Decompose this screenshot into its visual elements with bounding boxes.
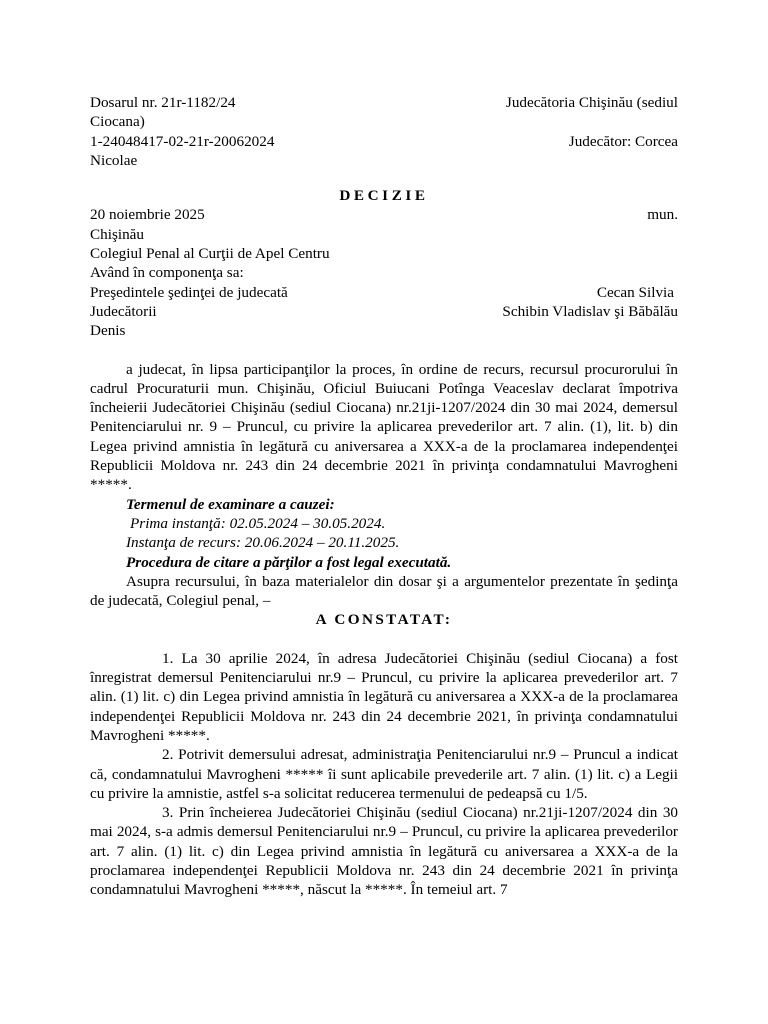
judges-names: Schibin Vladislav şi Băbălău — [502, 302, 678, 320]
document-title: DECIZIE — [339, 187, 429, 205]
numbered-point — [90, 649, 678, 745]
court-name: Judecătoria Chişinău (sediul — [505, 94, 678, 111]
point-text: Potrivit demersului adresat, administraţia Penitenciarului nr.9 – Pruncul a indicat că, condamnatului Mavrogheni ***** îi sunt aplicabile prevederile art. 7 alin. (1) lit. c) a Legii cu privire la amnistie, astfel s-a solicitat reducerea termenului de pedeapsă cu 1/5. — [90, 746, 679, 802]
constatat-heading: A CONSTATAT: — [315, 611, 453, 629]
point-text: Prin încheierea Judecătoriei Chişinău (sediul Ciocana) nr.21ji-1207/2024 din 30 mai 2024, s-a admis demersul Penitenciarului nr.9 – Pruncul, cu privire la aplicarea prevederilor art. 7 alin. (1) lit. c) din Legea privind amnistia în legătură cu aniversarea a XXX-a de la proclamarea independenţei Republicii Moldova nr. 243 din 24 decembrie 2021 în privinţa condamnatului Mavrogheni *****, născut la *****. În temeiul art. 7 — [90, 804, 679, 899]
judge-name: Judecător: Corcea — [568, 132, 678, 150]
point-text: La 30 aprilie 2024, în adresa Judecătoriei Chişinău (sediul Ciocana) a fost înregistrat demersul Penitenciarului nr.9 – Pruncul, cu privire la aplicarea prevederilor art. 7 alin. (1) lit. c) din Legea privind amnistia în legătură cu aniversarea a XXX-a de la proclamarea independenţei Republicii Moldova nr. 243 din 24 decembrie 2021, în privinţa condamnatului Mavrogheni *****. — [90, 649, 679, 744]
judges-row — [90, 302, 678, 321]
intro-paragraph: a judecat, în lipsa participanţilor la proces, în ordine de recurs, recursul procurorului în cadrul Procuraturii mun. Chişinău, Oficiul Buiucani Potînga Veaceslav declarat împotriva încheierii Judecătoriei Chişinău (sediul Ciocana) nr.21ji-1207/2024 din 30 mai 2024, demersul Penitenciarului nr. 9 – Pruncul, cu privire la aplicarea prevederilor art. 7 alin. (1), lit. b) din Legea privind amnistia în legătură cu aniversarea a XXX-a de la proclamarea independenţei Republicii Moldova nr. 243 din 24 decembrie 2021 în privinţa condamnatului Mavrogheni *****. — [90, 360, 678, 494]
composition-label: Având în componenţa sa: — [90, 264, 244, 282]
recourse-intro: Asupra recursului, în baza materialelor din dosar şi a argumentelor prezentate în şedinţa de judecată, Colegiul penal, – — [90, 572, 678, 610]
procedure-note: Procedura de citare a părţilor a fost legal executată. — [126, 553, 452, 571]
file-number: Dosarul nr. 21r-1182/24 — [90, 94, 236, 111]
first-instance-term: Prima instanţă: 02.05.2024 – 30.05.2024. — [130, 514, 386, 532]
college-name: Colegiul Penal al Curţii de Apel Centru — [90, 245, 330, 263]
decision-place-cont: Chişinău — [90, 225, 145, 243]
decision-place: mun. — [647, 206, 678, 224]
president-row — [90, 283, 678, 302]
document-body — [90, 93, 678, 900]
numbered-point — [90, 745, 678, 803]
president-label: Preşedintele şedinţei de judecată — [90, 283, 288, 301]
case-code: 1-24048417-02-21r-20062024 — [90, 132, 275, 150]
decision-date: 20 noiembrie 2025 — [90, 206, 205, 224]
court-name-cont: Ciocana) — [90, 113, 145, 131]
point-number: 2. — [162, 746, 174, 764]
numbered-point — [90, 803, 678, 899]
point-number: 1. — [162, 649, 174, 667]
header-row-2 — [90, 132, 678, 151]
judges-label: Judecătorii — [90, 302, 157, 320]
appeal-instance-term: Instanţa de recurs: 20.06.2024 – 20.11.2025. — [126, 534, 400, 552]
terms-heading: Termenul de examinare a cauzei: — [126, 495, 335, 513]
date-place-row — [90, 205, 678, 224]
judges-names-cont: Denis — [90, 322, 126, 340]
president-name: Cecan Silvia — [596, 283, 674, 301]
header-row-1 — [90, 93, 678, 112]
point-number: 3. — [162, 804, 174, 822]
judge-name-cont: Nicolae — [90, 151, 138, 169]
